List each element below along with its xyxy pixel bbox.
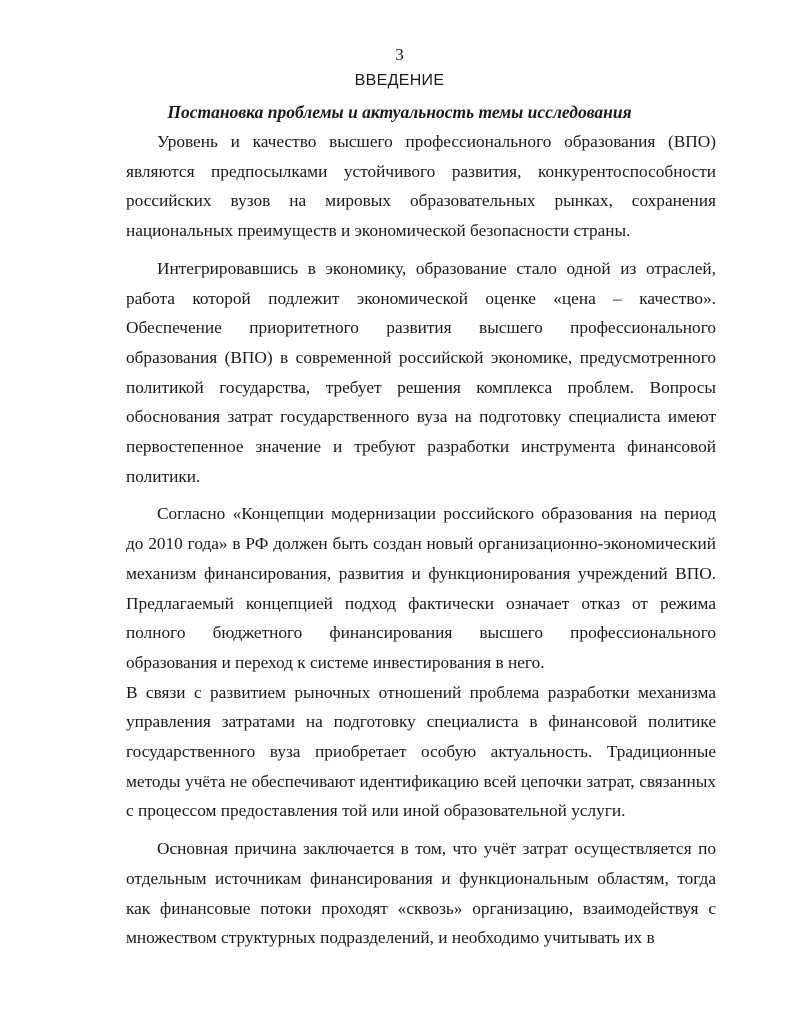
- paragraph-2: Интегрировавшись в экономику, образование стало одной из отраслей, работа которой подлежит экономической оценке «цена – качество». Обеспечение приоритетного развития высшего профессионального образования (ВПО) в современной российской экономике, предусмотренного политикой государства, требует решения комплекса проблем. Вопросы обоснования затрат государственного вуза на подготовку специалиста имеют первостепенное значение и требуют разработки инструмента финансовой политики.: [126, 258, 716, 486]
- section-subheading: Постановка проблемы и актуальность темы исследования: [167, 102, 632, 122]
- paragraph-3: Согласно «Концепции модернизации российского образования на период до 2010 года» в РФ должен быть создан новый организационно-экономический механизм финансирования, развития и функционирования учреждений ВПО. Предлагаемый концепцией подход фактически означает отказ от режима полного бюджетного финансирования высшего профессионального образования и переход к системе инвестирования в него.: [126, 504, 716, 672]
- body-text: [126, 127, 716, 953]
- paragraph-1: Уровень и качество высшего профессионального образования (ВПО) являются предпосылками устойчивого развития, конкурентоспособности российских вузов на мировых образовательных рынках, сохранения национальных преимуществ и экономической безопасности страны.: [126, 132, 716, 241]
- paragraph-4: В связи с развитием рыночных отношений проблема разработки механизма управления затратами на подготовку специалиста в финансовой политике государственного вуза приобретает особую актуальность. Традиционные методы учёта не обеспечивают идентификацию всей цепочки затрат, связанных с процессом предоставления той или иной образовательной услуги.: [126, 682, 716, 821]
- paragraph-5: Основная причина заключается в том, что учёт затрат осуществляется по отдельным источникам финансирования и функциональным областям, тогда как финансовые потоки проходят «сквозь» организацию, взаимодействуя с множеством структурных подразделений, и необходимо учитывать их в: [126, 839, 716, 948]
- page-number: 3: [395, 45, 404, 64]
- section-heading: ВВЕДЕНИЕ: [354, 72, 445, 89]
